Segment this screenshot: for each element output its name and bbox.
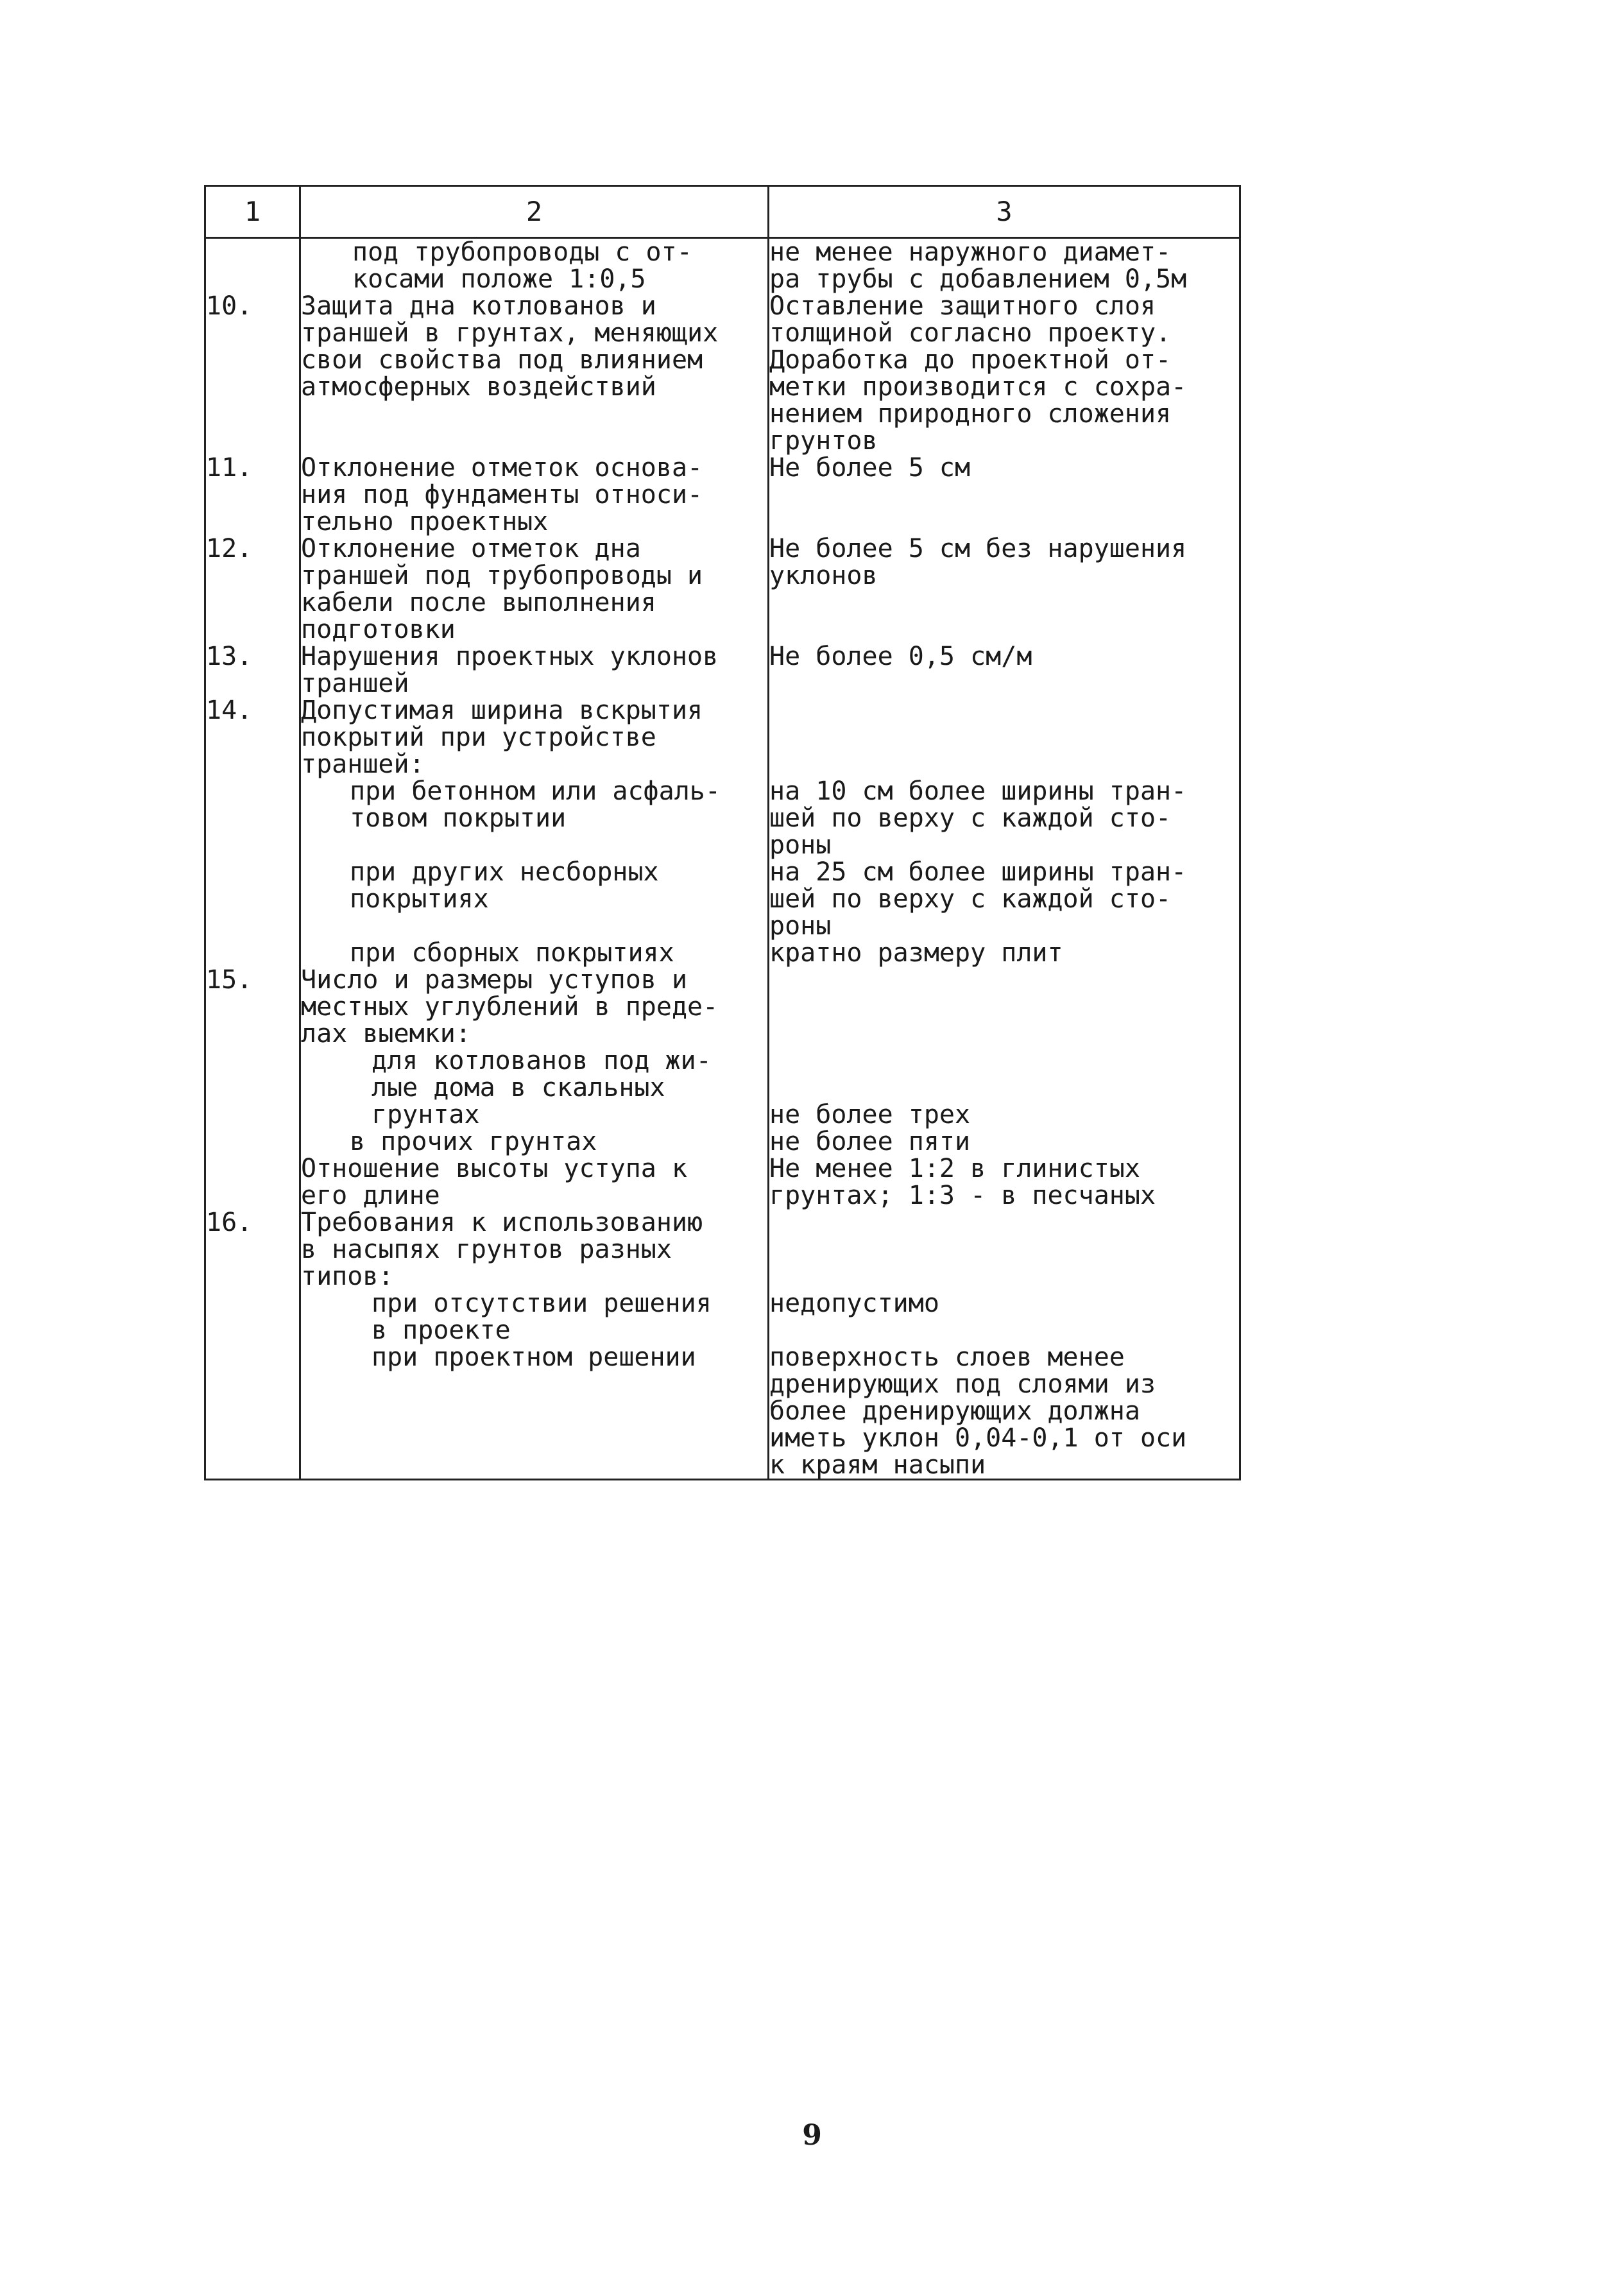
row-description [300, 1155, 769, 1209]
text-line: более дренирующих должна [769, 1396, 1140, 1426]
text-line: к краям насыпи [769, 1450, 986, 1480]
table-row [205, 939, 1240, 966]
text-line: траншей в грунтах, меняющих [301, 318, 719, 348]
text-line: Оставление защитного слоя [769, 291, 1156, 321]
text-line: Не более 0,5 см/м [769, 642, 1032, 671]
text-line: траншей: [301, 750, 425, 779]
text-line: метки производится с сохра- [769, 372, 1187, 402]
row-number [205, 1155, 300, 1209]
text-line: Не более 5 см [769, 453, 971, 483]
table-row [205, 238, 1240, 293]
text-line: ния под фундаменты относи- [301, 480, 703, 510]
text-line: Отклонение отметок дна [301, 534, 641, 563]
text-line: при проектном решении [372, 1342, 696, 1372]
row-requirement [769, 859, 1240, 939]
row-number: 12. [205, 535, 300, 643]
row-number: 15. [205, 966, 300, 1128]
text-line: покрытиях [350, 884, 489, 914]
text-line: поверхность слоев менее [769, 1342, 1125, 1372]
text-line: Требования к использованию [301, 1208, 703, 1237]
row-description [300, 535, 769, 643]
text-line: роны [769, 830, 832, 860]
row-description [300, 778, 769, 859]
text-line: Не менее 1:2 в глинистых [769, 1154, 1140, 1183]
row-description [300, 1209, 769, 1480]
table-row [205, 1209, 1240, 1480]
text-line: тельно проектных [301, 507, 549, 536]
row-requirement [769, 293, 1240, 454]
header-col-3: 3 [769, 186, 1240, 238]
text-line: шей по верху с каждой сто- [769, 803, 1172, 833]
row-number [205, 778, 300, 859]
text-line: товом покрытии [350, 803, 567, 833]
text-line: Доработка до проектной от- [769, 345, 1172, 375]
text-line: кабели после выполнения [301, 588, 656, 617]
row-requirement [769, 778, 1240, 859]
row-description [300, 966, 769, 1128]
row-requirement [769, 1209, 1240, 1480]
table-row [205, 1128, 1240, 1155]
row-requirement [769, 643, 1240, 697]
row-number: 13. [205, 643, 300, 697]
text-line: на 25 см более ширины тран- [769, 857, 1187, 887]
text-line: толщиной согласно проекту. [769, 318, 1172, 348]
text-line: при других несборных [350, 857, 659, 887]
text-line: недопустимо [769, 1289, 939, 1318]
row-description [300, 293, 769, 454]
row-description [300, 643, 769, 697]
text-line [769, 1020, 1239, 1047]
row-number [205, 859, 300, 939]
text-line: при отсутствии решения [372, 1289, 712, 1318]
text-line: Не более 5 см без нарушения [769, 534, 1187, 563]
row-number [205, 1128, 300, 1155]
text-line: типов: [301, 1262, 394, 1291]
row-number: 10. [205, 293, 300, 454]
text-line: Отношение высоты уступа к [301, 1154, 688, 1183]
text-line: траншей [301, 669, 409, 698]
text-line: Отклонение отметок основа- [301, 453, 703, 483]
text-line: в проекте [372, 1316, 511, 1345]
text-line [769, 1236, 1239, 1263]
text-line [769, 1074, 1239, 1101]
table-row [205, 293, 1240, 454]
text-line: Допустимая ширина вскрытия [301, 696, 703, 725]
text-line [769, 1317, 1239, 1344]
table-row [205, 778, 1240, 859]
row-description [300, 238, 769, 293]
text-line: подготовки [301, 615, 456, 644]
text-line: ра трубы с добавлением 0,5м [769, 264, 1187, 294]
row-requirement [769, 238, 1240, 293]
text-line: при сборных покрытиях [350, 938, 674, 968]
text-line: местных углублений в преде- [301, 992, 719, 1022]
text-line [769, 1263, 1239, 1290]
row-description [300, 1128, 769, 1155]
header-col-1: 1 [205, 186, 300, 238]
text-line: лые дома в скальных [372, 1073, 665, 1102]
text-line: уклонов [769, 561, 878, 590]
text-line: покрытий при устройстве [301, 723, 656, 752]
text-line: атмосферных воздействий [301, 372, 656, 402]
text-line: дренирующих под слоями из [769, 1369, 1156, 1399]
text-line: шей по верху с каждой сто- [769, 884, 1172, 914]
row-number: 11. [205, 454, 300, 535]
row-description [300, 859, 769, 939]
row-number [205, 939, 300, 966]
row-number: 14. [205, 697, 300, 778]
row-requirement [769, 454, 1240, 535]
row-requirement [769, 939, 1240, 966]
row-requirement [769, 1155, 1240, 1209]
text-line [769, 993, 1239, 1020]
text-line [769, 1209, 1239, 1236]
text-line: под трубопроводы с от- [352, 237, 692, 267]
text-line: лах выемки: [301, 1019, 471, 1049]
table-row [205, 859, 1240, 939]
table-row [205, 535, 1240, 643]
row-requirement [769, 535, 1240, 643]
table-row [205, 1155, 1240, 1209]
text-line: грунтов [769, 426, 878, 456]
text-line: не менее наружного диамет- [769, 237, 1172, 267]
row-number: 16. [205, 1209, 300, 1480]
text-line: при бетонном или асфаль- [350, 776, 721, 806]
row-requirement [769, 1128, 1240, 1155]
text-line: Защита дна котлованов и [301, 291, 656, 321]
text-line: кратно размеру плит [769, 938, 1063, 968]
row-number [205, 238, 300, 293]
header-col-2: 2 [300, 186, 769, 238]
text-line [769, 1047, 1239, 1074]
text-line: иметь уклон 0,04-0,1 от оси [769, 1423, 1187, 1453]
table-row [205, 697, 1240, 778]
text-line: траншей под трубопроводы и [301, 561, 703, 590]
text-line: Нарушения проектных уклонов [301, 642, 719, 671]
text-line: косами положе 1:0,5 [352, 264, 646, 294]
page-number: 9 [802, 2119, 822, 2152]
row-description [300, 939, 769, 966]
table-header-row [205, 186, 1240, 238]
text-line: не более трех [769, 1100, 971, 1129]
text-line: роны [769, 911, 832, 941]
text-line: на 10 см более ширины тран- [769, 776, 1187, 806]
text-line: свои свойства под влиянием [301, 345, 703, 375]
text-line: в насыпях грунтов разных [301, 1235, 672, 1264]
text-line [769, 966, 1239, 993]
table-row [205, 966, 1240, 1128]
table-row [205, 643, 1240, 697]
table-row [205, 454, 1240, 535]
text-line: нением природного сложения [769, 399, 1172, 429]
row-description [300, 697, 769, 778]
text-line: его длине [301, 1181, 440, 1210]
text-line: грунтах [372, 1100, 480, 1129]
text-line: не более пяти [769, 1127, 971, 1156]
text-line: в прочих грунтах [350, 1127, 597, 1156]
text-line: Число и размеры уступов и [301, 965, 688, 995]
row-requirement [769, 966, 1240, 1128]
text-line: для котлованов под жи- [372, 1046, 712, 1076]
text-line: грунтах; 1:3 - в песчаных [769, 1181, 1156, 1210]
row-requirement [769, 697, 1240, 778]
row-description [300, 454, 769, 535]
requirements-table [204, 185, 1241, 1480]
